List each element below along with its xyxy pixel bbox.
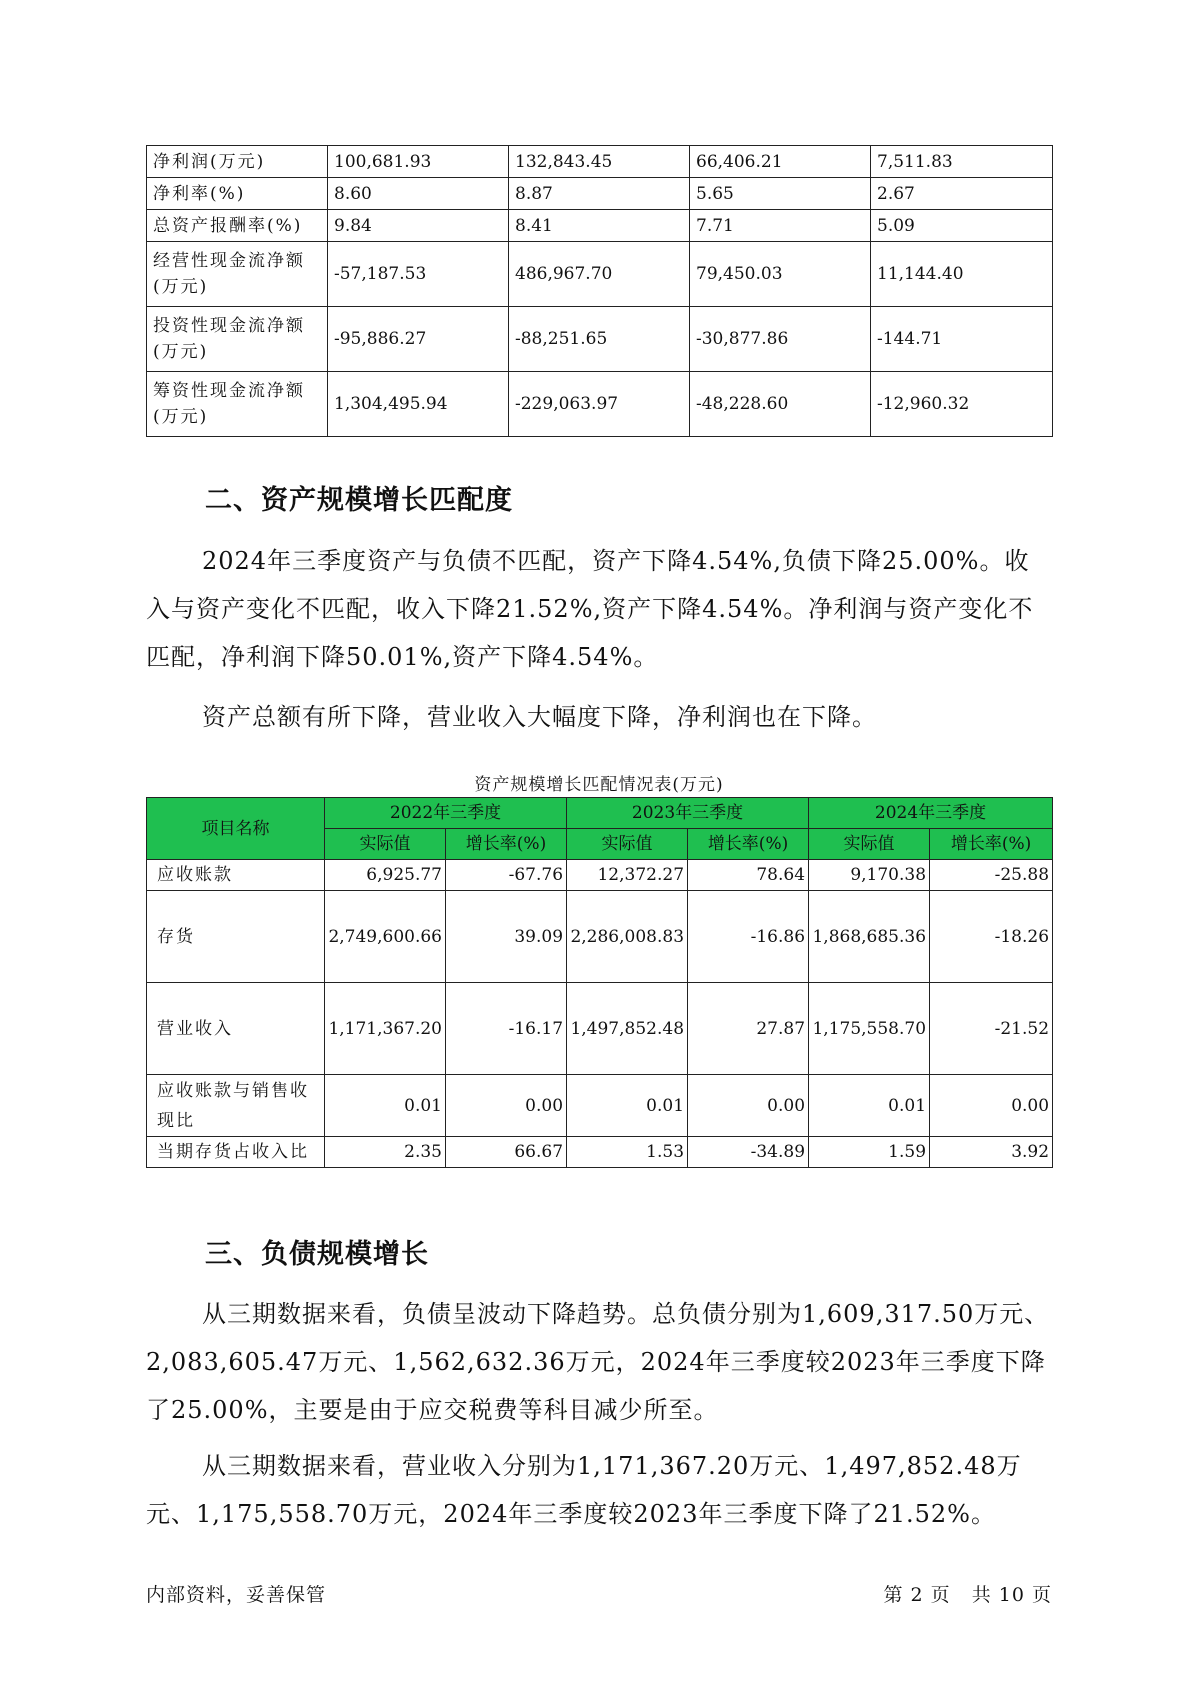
table-cell: 0.01	[809, 1075, 930, 1137]
row-label: 应收账款与销售收现比	[147, 1075, 325, 1137]
page-number: 第 2 页 共 10 页	[883, 1584, 1052, 1606]
table-cell: -88,251.65	[509, 307, 690, 372]
row-label: 经营性现金流净额(万元)	[147, 242, 328, 307]
table-cell: 1,175,558.70	[809, 983, 930, 1075]
table-cell: 12,372.27	[567, 860, 688, 891]
table-cell: 0.00	[446, 1075, 567, 1137]
table-cell: 5.65	[690, 178, 871, 210]
table-cell: 1.53	[567, 1137, 688, 1168]
table-cell: 66,406.21	[690, 146, 871, 178]
column-header-actual: 实际值	[809, 829, 930, 860]
table-cell: 2,749,600.66	[325, 891, 446, 983]
table-row	[147, 372, 1053, 437]
section-heading: 三、负债规模增长	[205, 1239, 429, 1270]
table-cell: 39.09	[446, 891, 567, 983]
table-cell: 9.84	[328, 210, 509, 242]
row-label: 存货	[147, 891, 325, 983]
table-cell: 5.09	[871, 210, 1053, 242]
table-row	[147, 146, 1053, 178]
footer-left: 内部资料，妥善保管	[146, 1584, 327, 1606]
row-label: 净利率(%)	[147, 178, 328, 210]
table-row	[147, 891, 1053, 983]
table-cell: -144.71	[871, 307, 1053, 372]
table-cell: 0.00	[688, 1075, 809, 1137]
column-header-item: 项目名称	[147, 798, 325, 860]
row-label: 应收账款	[147, 860, 325, 891]
asset-growth-table	[146, 797, 1053, 1168]
table-cell: 7,511.83	[871, 146, 1053, 178]
table-cell: 1.59	[809, 1137, 930, 1168]
paragraph: 2024年三季度资产与负债不匹配，资产下降4.54%,负债下降25.00%。收入与资产变化不匹配，收入下降21.52%,资产下降4.54%。净利润与资产变化不匹配，净利润下降50.01%,资产下降4.54%。	[146, 547, 1034, 671]
financial-metrics-table	[146, 145, 1053, 437]
table-cell: -21.52	[930, 983, 1053, 1075]
table-cell: 0.00	[930, 1075, 1053, 1137]
paragraph: 从三期数据来看，营业收入分别为1,171,367.20万元、1,497,852.48万元、1,175,558.70万元，2024年三季度较2023年三季度下降了21.52%。	[146, 1452, 1022, 1528]
column-header-actual: 实际值	[325, 829, 446, 860]
table-cell: 8.41	[509, 210, 690, 242]
table-cell: -12,960.32	[871, 372, 1053, 437]
row-label: 当期存货占收入比	[147, 1137, 325, 1168]
table-cell: -95,886.27	[328, 307, 509, 372]
table-cell: 3.92	[930, 1137, 1053, 1168]
table-cell: 11,144.40	[871, 242, 1053, 307]
table-cell: 1,868,685.36	[809, 891, 930, 983]
row-label: 投资性现金流净额(万元)	[147, 307, 328, 372]
column-header-actual: 实际值	[567, 829, 688, 860]
table-row	[147, 860, 1053, 891]
table-cell: 132,843.45	[509, 146, 690, 178]
table-row	[147, 210, 1053, 242]
row-label: 营业收入	[147, 983, 325, 1075]
table-row	[147, 1075, 1053, 1137]
column-header-growth: 增长率(%)	[446, 829, 567, 860]
table-caption: 资产规模增长匹配情况表(万元)	[474, 775, 724, 795]
row-label: 总资产报酬率(%)	[147, 210, 328, 242]
table-cell: -67.76	[446, 860, 567, 891]
table-cell: 2,286,008.83	[567, 891, 688, 983]
table-cell: 486,967.70	[509, 242, 690, 307]
column-header-period: 2024年三季度	[809, 798, 1053, 829]
table-row	[147, 983, 1053, 1075]
table-cell: 1,171,367.20	[325, 983, 446, 1075]
table-cell: 0.01	[325, 1075, 446, 1137]
paragraph: 从三期数据来看，负债呈波动下降趋势。总负债分别为1,609,317.50万元、2,083,605.47万元、1,562,632.36万元，2024年三季度较2023年三季度下降了25.00%，主要是由于应交税费等科目减少所至。	[146, 1300, 1050, 1424]
table-cell: -16.86	[688, 891, 809, 983]
column-header-period: 2023年三季度	[567, 798, 809, 829]
table-row	[147, 1137, 1053, 1168]
table-cell: -57,187.53	[328, 242, 509, 307]
table-cell: 1,304,495.94	[328, 372, 509, 437]
table-cell: 66.67	[446, 1137, 567, 1168]
table-cell: -229,063.97	[509, 372, 690, 437]
header-row	[147, 798, 1053, 829]
table-cell: 8.87	[509, 178, 690, 210]
section-heading: 二、资产规模增长匹配度	[205, 485, 513, 516]
column-header-growth: 增长率(%)	[688, 829, 809, 860]
table-cell: -18.26	[930, 891, 1053, 983]
table-cell: 27.87	[688, 983, 809, 1075]
table-cell: 2.35	[325, 1137, 446, 1168]
table-cell: 9,170.38	[809, 860, 930, 891]
table-cell: -25.88	[930, 860, 1053, 891]
table-cell: -30,877.86	[690, 307, 871, 372]
table-cell: -34.89	[688, 1137, 809, 1168]
column-header-period: 2022年三季度	[325, 798, 567, 829]
table-cell: 79,450.03	[690, 242, 871, 307]
row-label: 筹资性现金流净额(万元)	[147, 372, 328, 437]
table-cell: 2.67	[871, 178, 1053, 210]
table-cell: -48,228.60	[690, 372, 871, 437]
table-cell: 1,497,852.48	[567, 983, 688, 1075]
table-cell: 0.01	[567, 1075, 688, 1137]
table-cell: 78.64	[688, 860, 809, 891]
table-cell: 7.71	[690, 210, 871, 242]
table-cell: 6,925.77	[325, 860, 446, 891]
table-cell: 8.60	[328, 178, 509, 210]
table-row	[147, 242, 1053, 307]
table-cell: 100,681.93	[328, 146, 509, 178]
paragraph: 资产总额有所下降，营业收入大幅度下降，净利润也在下降。	[202, 703, 877, 731]
table-cell: -16.17	[446, 983, 567, 1075]
table-row	[147, 178, 1053, 210]
row-label: 净利润(万元)	[147, 146, 328, 178]
table-row	[147, 307, 1053, 372]
column-header-growth: 增长率(%)	[930, 829, 1053, 860]
